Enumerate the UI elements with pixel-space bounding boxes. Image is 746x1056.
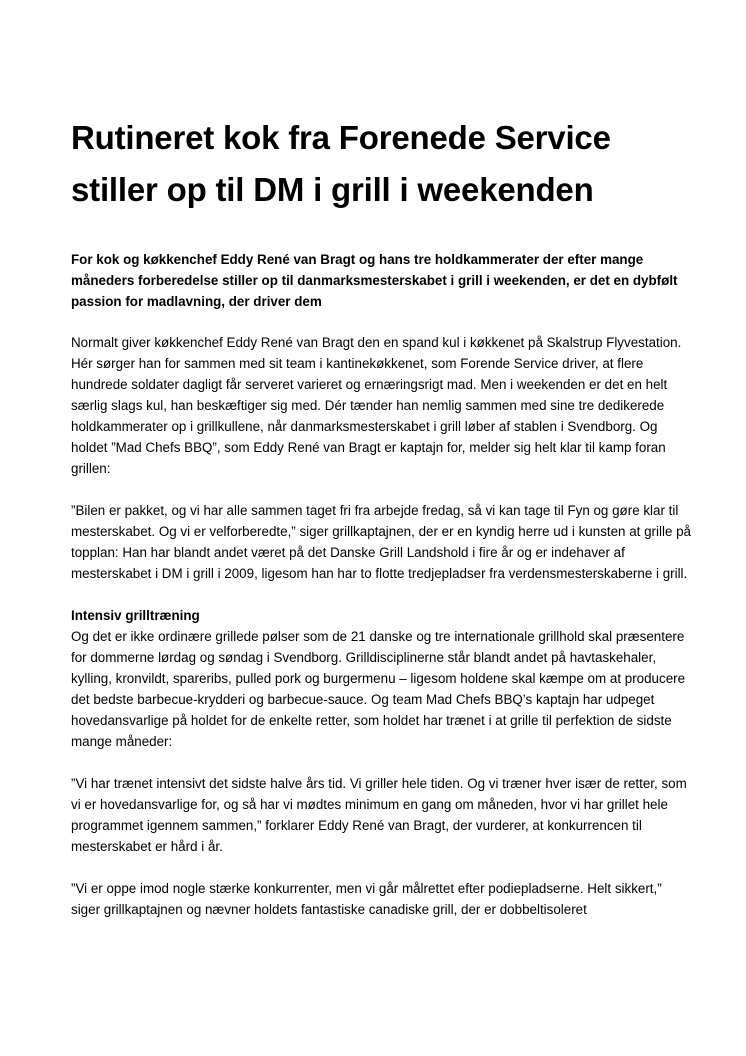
title-line-1: Rutineret kok fra Forenede Service [71,119,611,156]
document-page [71,112,691,941]
body-paragraph-1: Normalt giver køkkenchef Eddy René van Bragt den en spand kul i køkkenet på Skalstrup Flyvestation. Hér sørger han for sammen med sit team i kantinekøkkenet, som Forende Service driver, at flere hundrede soldater dagligt får serveret varieret og ernæringsrigt mad. Men i weekenden er det en helt særlig slags kul, han beskæftiger sig med. Dér tænder han nemlig sammen med sine tre dedikerede holdkammerater op i grillkullene, når danmarksmesterskabet i grill løber af stablen i Svendborg. Og holdet ”Mad Chefs BBQ”, som Eddy René van Bragt er kaptajn for, melder sig helt klar til kamp foran grillen: [71,335,682,476]
section-subheading: Intensiv grilltræning [71,608,200,623]
body-paragraph-5: ”Vi er oppe imod nogle stærke konkurrenter, men vi går målrettet efter podiepladserne. Helt sikkert,” siger grillkaptajnen og nævner holdets fantastiske canadiske grill, der er dobbeltisoleret [71,881,662,917]
body-paragraph-4: ”Vi har trænet intensivt det sidste halve års tid. Vi griller hele tiden. Og vi træner hver især de retter, som vi er hovedansvarlige for, og så har vi mødtes minimum en gang om måneden, hvor vi har grillet hele programmet igennem sammen,” forklarer Eddy René van Bragt, der vurderer, at konkurrencen til mesterskabet er hård i år. [71,776,687,854]
title-line-2: stiller op til DM i grill i weekenden [71,171,594,208]
body-paragraph-3: Og det er ikke ordinære grillede pølser som de 21 danske og tre internationale grillhold skal præsentere for dommerne lørdag og søndag i Svendborg. Grilldisciplinerne står blandt andet på havtaskehaler, kylling, kronvildt, spareribs, pulled pork og burgermenu – ligesom holdene skal kæmpe om at producere det bedste barbecue-krydderi og barbecue-sauce. Og team Mad Chefs BBQ’s kaptajn har udpeget hovedansvarlige på holdet for de enkelte retter, som holdet har trænet i at grille til perfektion de sidste mange måneder: [71,629,686,749]
article-lead: For kok og køkkenchef Eddy René van Bragt og hans tre holdkammerater der efter mange måneders forberedelse stiller op til danmarksmesterskabet i grill i weekenden, er det en dybfølt passion for madlavning, der driver dem [71,252,678,309]
body-paragraph-2: ”Bilen er pakket, og vi har alle sammen taget fri fra arbejde fredag, så vi kan tage til Fyn og gøre klar til mesterskabet. Og vi er velforberedte,” siger grillkaptajnen, der er en kyndig herre ud i kunsten at grille på topplan: Han har blandt andet været på det Danske Grill Landshold i fire år og er indehaver af mesterskabet i DM i grill i 2009, ligesom han har to flotte tredjepladser fra verdensmesterskaberne i grill. [71,503,692,581]
article-title [71,112,691,216]
